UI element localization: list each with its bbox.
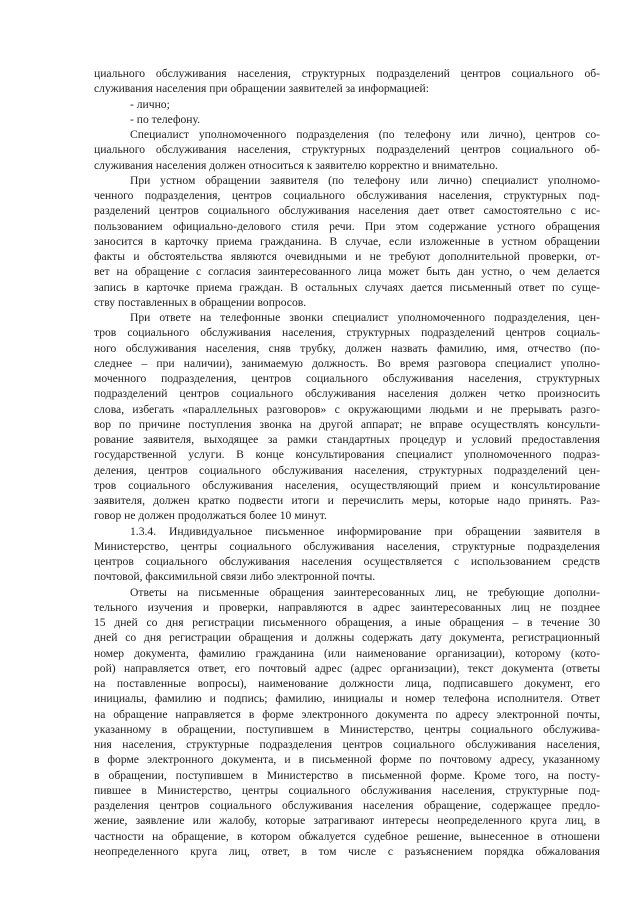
text-line: ного обслуживания населения, сняв трубку, должен назвать фамилию, имя, отчество (по- [94,341,600,355]
text-line: в форме электронного документа, и в письменной форме по почтовому адресу, указанному [94,753,600,767]
text-line: на обращение направляется в форме электронного документа по адресу электронной почты, [94,707,600,721]
text-line: При ответе на телефонные звонки специалист уполномоченного подразделения, цен- [130,311,600,324]
text-line: запись в карточке приема граждан. В остальных случаях дается письменный ответ по суще- [94,280,600,294]
text-line: рой) направляется ответ, его почтовый адрес (адрес организации), текст документа (ответы [94,661,600,675]
text-line: рование заявителя, выходящее за рамки стандартных процедур и условий предоставления [94,433,600,446]
paragraph [94,127,600,173]
text-line: вет на обращение с согласия заинтересованного лица может быть дан устно, о чем делается [94,265,600,279]
text-line: говор не должен продолжаться более 10 минут. [94,509,327,523]
text-line: Министерство, центры социального обслуживания населения, структурные подразделения [94,539,600,553]
text-line: заявителя, должен кратко подвести итоги и перечислить меры, которые надо принять. Раз- [94,494,600,507]
text-line: ству поставленных в обращении вопросов. [94,295,307,309]
text-line: служивания населения должен относиться к заявителю корректно и внимательно. [94,158,498,172]
paragraph [94,66,600,97]
text-line: центров социального обслуживания населения осуществляется с использованием средств [94,555,600,568]
text-line: подразделений центров социального обслуживания населения должен четко произносить [94,387,600,401]
text-line: циального обслуживания населения, структурных подразделений центров социального об- [94,143,600,157]
text-line: циального обслуживания населения, структурных подразделений центров социального об- [94,67,600,80]
text-line: тров социального обслуживания населения, осуществляющий прием и консультирование [94,478,600,492]
text-line: почтовой, факсимильной связи либо электронной почты. [94,570,376,584]
text-line: указанному в обращении, поступившем в Министерство, центры социального обслужива- [94,722,600,736]
text-line: слова, избегать «параллельных разговоров» с окружающими людьми и не прерывать разго- [94,402,600,416]
text-line: в обращении, поступившем в Министерство в письменной форме. Кроме того, на посту- [94,768,600,782]
text-line: 15 дней со дня регистрации письменного обращения, а иные обращения – в течение 30 [94,616,600,629]
text-line: жение, заявление или жалобу, которые затрагивают интересы неопределенного круга лиц, в [94,814,600,828]
text-line: номер документа, фамилию гражданина (или наименование организации), которому (кото- [94,646,600,660]
text-line: следнее – при наличии), занимаемую должность. Во время разговора специалист уполно- [94,356,600,370]
document-body [94,66,600,859]
paragraph [94,524,600,585]
text-line: Ответы на письменные обращения заинтересованных лиц, не требующие дополни- [130,585,600,599]
list-item-text: - лично; [130,97,170,111]
list-item [94,112,600,127]
text-line: тров социального обслуживания населения, структурных подразделений центров социаль- [94,326,600,340]
text-line: государственной услуги. В конце консультирования специалист уполномоченного подраз- [94,448,600,462]
text-line: неопределенного круга лиц, ответ, в том числе с разъяснением порядка обжалования [94,844,600,858]
text-line: ченного подразделения, центров социального обслуживания населения, структурных под- [94,189,600,202]
text-line: 1.3.4. Индивидуальное письменное информирование при обращении заявителя в [130,524,600,538]
text-line: Специалист уполномоченного подразделения (по телефону или лично), центров со- [130,128,600,141]
paragraph [94,173,600,310]
paragraph [94,585,600,860]
text-line: вор по причине поступления звонка на другой аппарат; не вправе осуществлять консульти- [94,417,600,431]
text-line: пившее в Министерство, центры социального обслуживания населения, структурные под- [94,783,600,797]
text-line: деления, центров социального обслуживания населения, структурных подразделений цен- [94,463,600,477]
text-line: При устном обращении заявителя (по телефону или лично) специалист уполномо- [130,173,600,187]
text-line: факты и обстоятельства являются очевидными и не требуют дополнительной проверки, от- [94,250,600,263]
text-line: частности на обращение, в котором обжалуется судебное решение, вынесенное в отношени [94,829,600,843]
text-line: разделений центров социального обслуживания населения дает ответ самостоятельно с ис- [94,204,600,218]
text-line: заносится в карточку приема гражданина. В случае, если изложенные в устном обращении [94,234,600,248]
text-line: дней со дня регистрации обращения и должны содержать дату документа, регистрационный [94,631,600,645]
paragraph [94,310,600,524]
text-line: тельного изучения и проверки, направляются в адрес заинтересованных лиц не позднее [94,600,600,614]
list-item-text: - по телефону. [130,112,200,126]
list-item [94,97,600,112]
text-line: служивания населения при обращении заявителей за информацией: [94,82,429,96]
text-line: ния населения, структурные подразделения центров социального обслуживания населения, [94,738,600,751]
text-line: разделения центров социального обслуживания населения обращение, содержащее предло- [94,799,600,812]
text-line: на поставленные вопросы), наименование должности лица, подписавшего документ, его [94,677,600,690]
text-line: инициалы, фамилию и подпись; фамилию, инициалы и номер телефона исполнителя. Ответ [94,692,600,706]
text-line: пользованием официально-делового стиля речи. При этом содержание устного обращения [94,219,600,233]
text-line: моченного подразделения, центров социального обслуживания населения, структурных [94,372,600,385]
